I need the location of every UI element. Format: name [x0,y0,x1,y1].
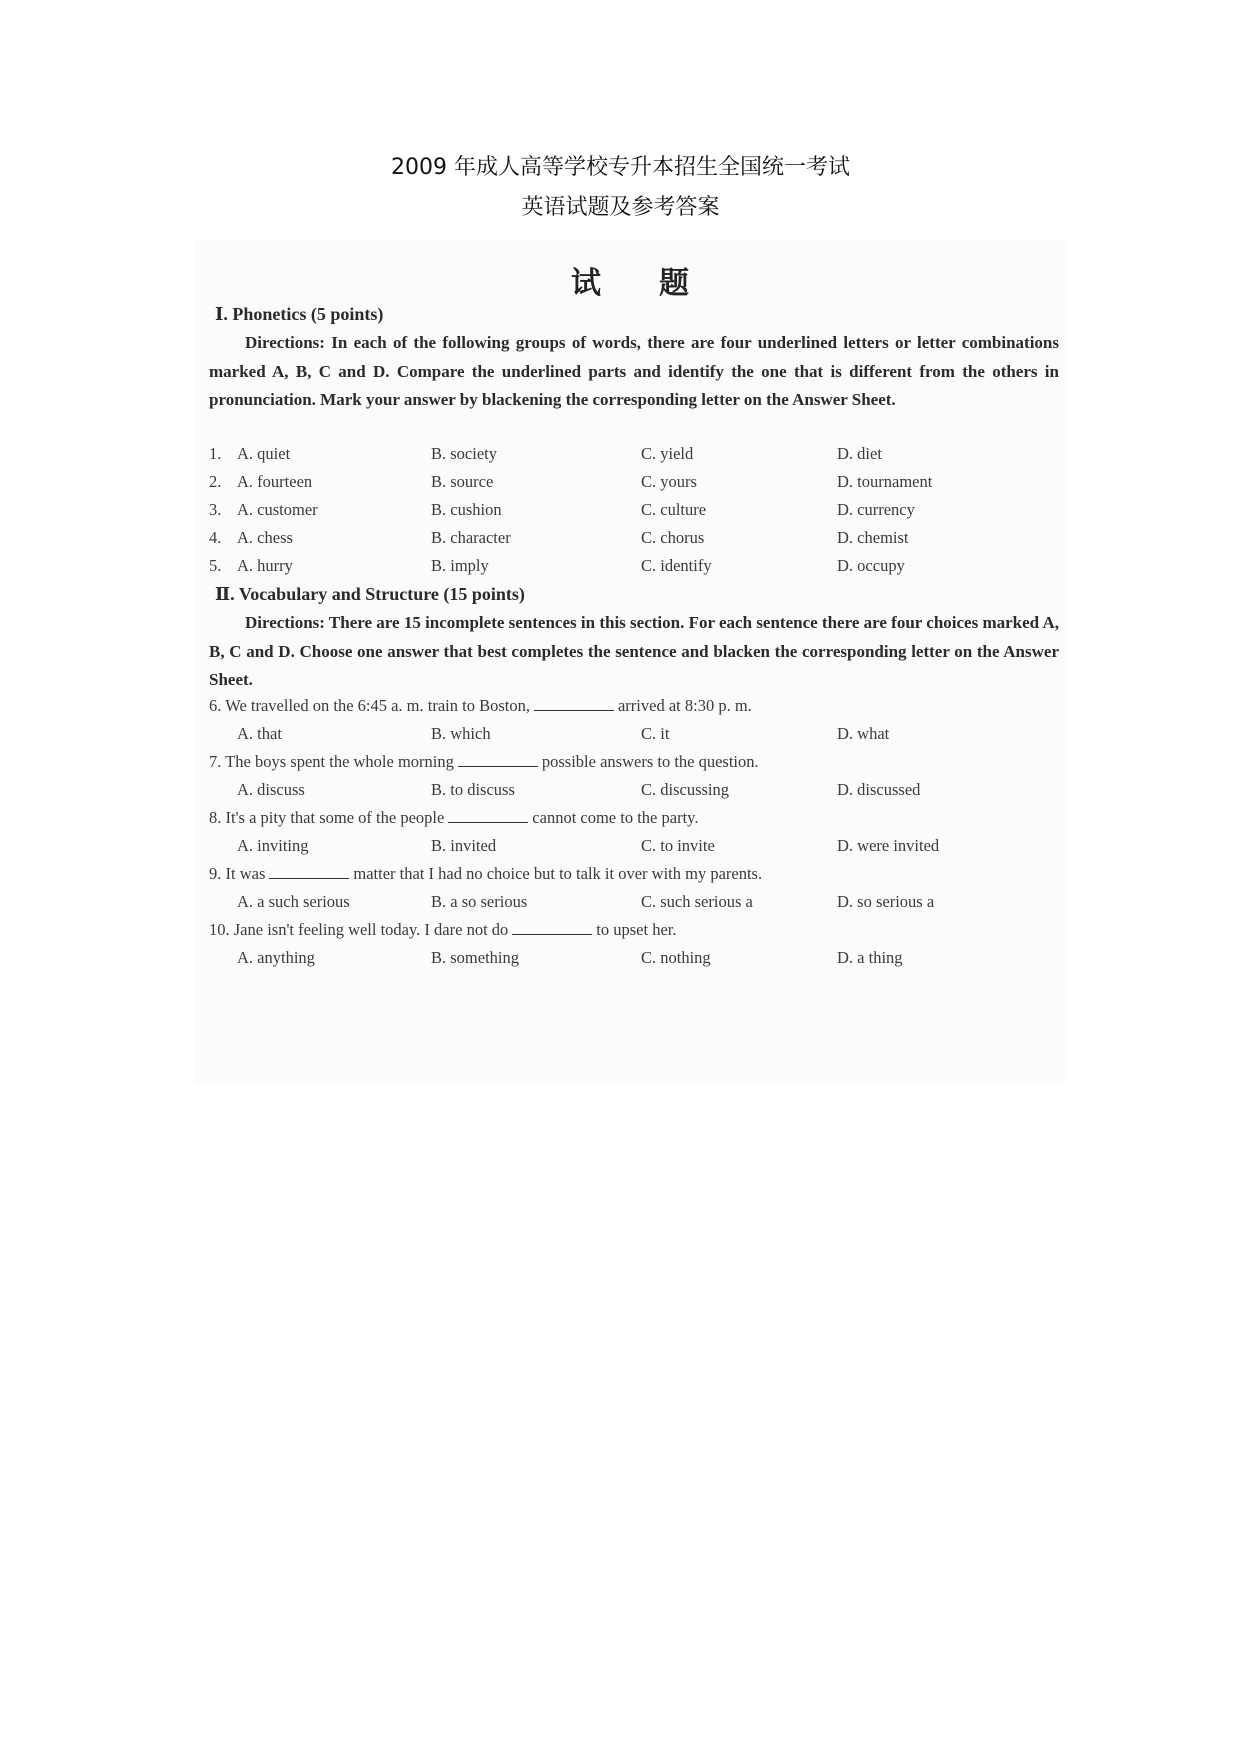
question-row [209,472,1059,500]
option-a: A. chess [237,528,293,547]
option-c: C. nothing [641,948,711,967]
stem-before: 10. Jane isn't feeling well today. I dare not do [209,920,509,939]
option-a: A. that [237,724,282,743]
option-d: D. chemist [837,528,909,547]
options-row [209,724,1059,752]
stem-before: 8. It's a pity that some of the people [209,808,445,827]
answer-blank [512,933,592,935]
option-b: B. source [431,472,494,491]
option-a: A. discuss [237,780,305,799]
stem-after: matter that I had no choice but to talk it over with my parents. [353,864,763,883]
question-number: 4. [209,528,222,547]
option-b: B. imply [431,556,489,575]
option-d: D. what [837,724,890,743]
question-number: 3. [209,500,222,519]
option-b: B. society [431,444,497,463]
question-row [209,444,1059,472]
question-row [209,556,1059,584]
option-c: C. chorus [641,528,705,547]
question-row [209,528,1059,556]
option-a: A. inviting [237,836,309,855]
stem-after: arrived at 8:30 p. m. [617,696,752,715]
options-row [209,780,1059,808]
answer-blank [269,877,349,879]
option-c: C. yours [641,472,697,491]
section-1-directions: Directions: In each of the following groups of words, there are four underlined letters or letter combinations marked A, B, C and D. Compare the underlined parts and identify the one that is different from the others in pronunciation. Mark your answer by blackening the corresponding letter on the Answer Sheet. [209,333,1059,409]
question-stem [209,752,1059,772]
answer-blank [534,709,614,711]
stem-before: 9. It was [209,864,266,883]
option-a: A. anything [237,948,315,967]
answer-blank [448,821,528,823]
option-c: C. identify [641,556,712,575]
option-b: B. cushion [431,500,502,519]
option-a: A. quiet [237,444,291,463]
option-b: B. something [431,948,520,967]
option-c: C. such serious a [641,892,753,911]
option-d: D. so serious a [837,892,935,911]
option-d: D. were invited [837,836,940,855]
option-c: C. culture [641,500,707,519]
question-stem [209,920,1059,940]
option-c: C. it [641,724,670,743]
option-b: B. character [431,528,511,547]
question-stem [209,864,1059,884]
answer-blank [458,765,538,767]
option-a: A. hurry [237,556,293,575]
document-subtitle: 英语试题及参考答案 [521,195,720,220]
option-c: C. to invite [641,836,715,855]
question-stem [209,696,1059,716]
option-d: D. occupy [837,556,905,575]
question-number: 5. [209,556,222,575]
option-d: D. a thing [837,948,903,967]
stem-before: 6. We travelled on the 6:45 a. m. train to Boston, [209,696,530,715]
stem-after: cannot come to the party. [532,808,699,827]
option-d: D. discussed [837,780,921,799]
option-b: B. a so serious [431,892,528,911]
stem-before: 7. The boys spent the whole morning [209,752,454,771]
option-c: C. yield [641,444,694,463]
question-number: 1. [209,444,222,463]
option-c: C. discussing [641,780,730,799]
option-a: A. a such serious [237,892,350,911]
option-b: B. which [431,724,491,743]
option-a: A. customer [237,500,318,519]
exam-heading: 试题 [571,266,747,301]
option-b: B. invited [431,836,497,855]
options-row [209,892,1059,920]
question-row [209,500,1059,528]
options-row [209,948,1059,976]
section-1-title: Ⅰ. Phonetics (5 points) [215,304,384,324]
stem-after: to upset her. [596,920,677,939]
options-row [209,836,1059,864]
document-title: 2009 年成人高等学校专升本招生全国统一考试 [391,155,850,180]
question-stem [209,808,1059,828]
section-2-title: Ⅱ. Vocabulary and Structure (15 points) [215,584,525,604]
section-2-directions: Directions: There are 15 incomplete sentences in this section. For each sentence there are four choices marked A, B, C and D. Choose one answer that best completes the sentence and blacken the corresponding letter on the Answer Sheet. [209,613,1059,689]
question-number: 2. [209,472,222,491]
stem-after: possible answers to the question. [541,752,759,771]
option-d: D. currency [837,500,915,519]
option-b: B. to discuss [431,780,515,799]
option-d: D. diet [837,444,882,463]
scanned-exam-page [195,240,1065,1085]
option-a: A. fourteen [237,472,313,491]
option-d: D. tournament [837,472,933,491]
